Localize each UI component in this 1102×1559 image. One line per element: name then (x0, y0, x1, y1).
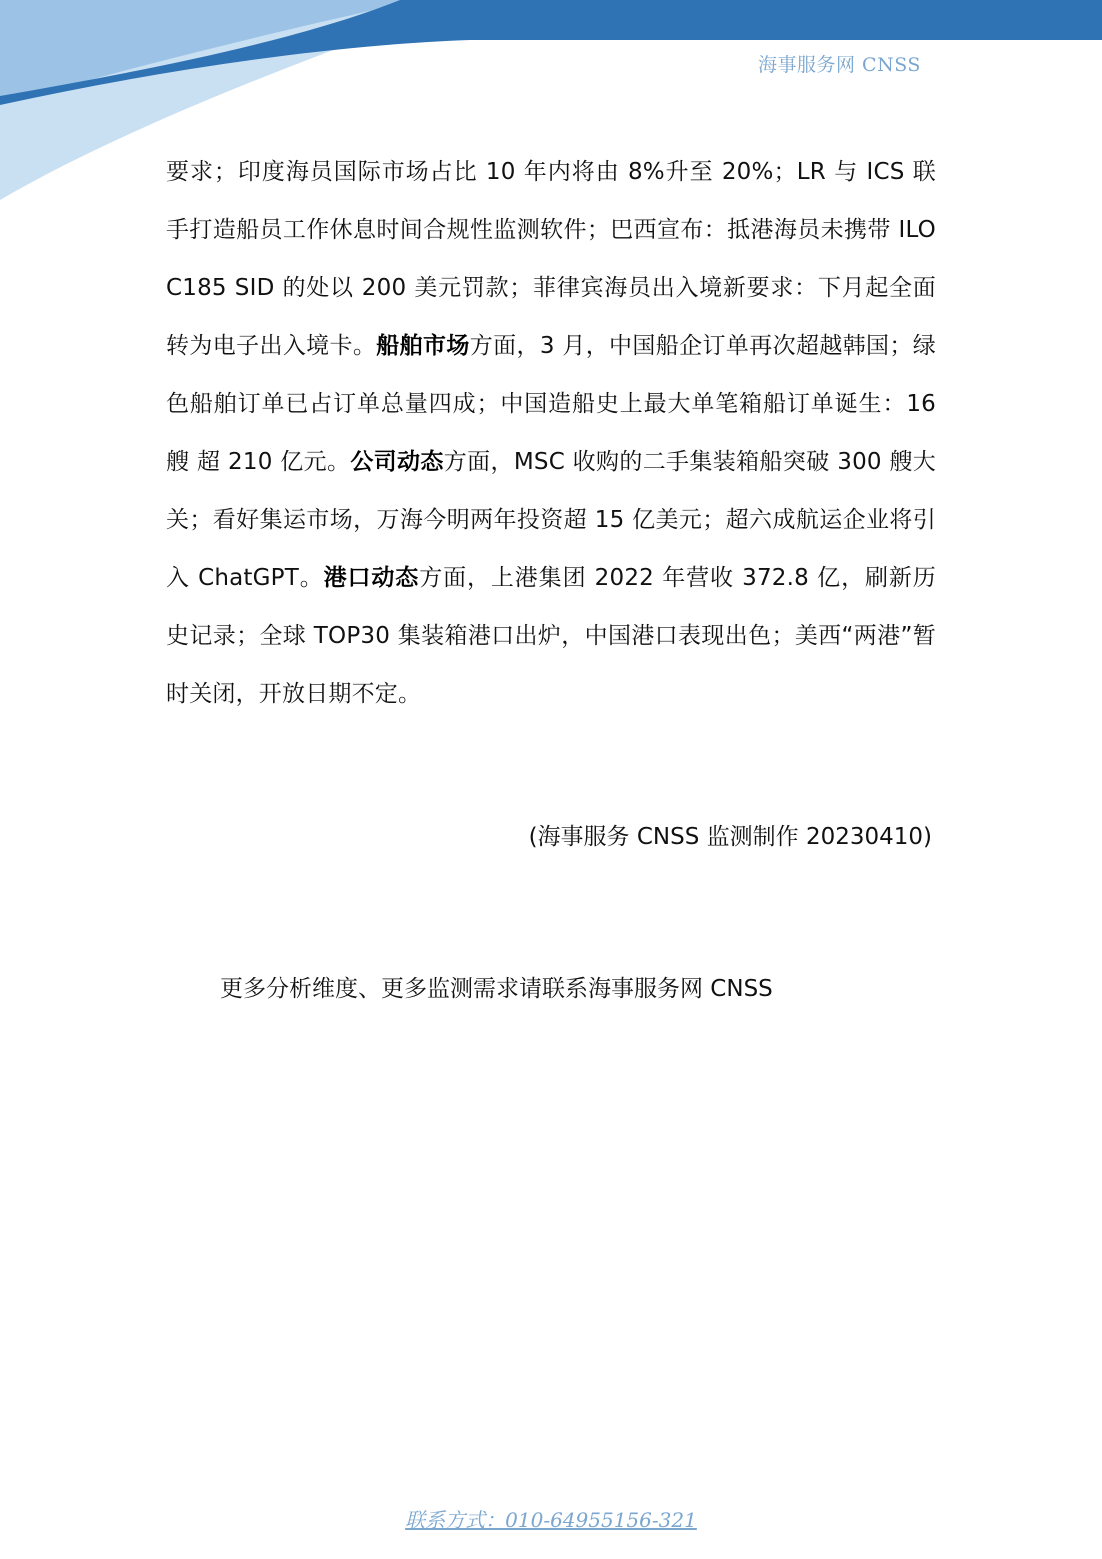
body-text-port-news: 方面，上港集团 2022 年营收 372.8 亿，刷新历史记录；全球 TOP30 集装箱港口出炉，中国港口表现出色；美西“两港”暂时关闭，开放日期不定。 (166, 565, 936, 707)
heading-company-news: 公司动态 (350, 449, 444, 475)
footer-contact (0, 1504, 1102, 1533)
contact-request-text: 更多分析维度、更多监测需求请联系海事服务网 CNSS (220, 976, 773, 1002)
body-text-intro: 要求；印度海员国际市场占比 10 年内将由 8%升至 20%；LR 与 ICS 联手打造船员工作休息时间合规性监测软件；巴西宣布：抵港海员未携带 ILO C185 SID 的处以 200 美元罚款；菲律宾海员出入境新要求：下月起全面转为电子出入境卡。 (166, 159, 936, 359)
body-text-ship-market: 方面，3 月，中国船企订单再次超越韩国；绿色船舶订单已占订单总量四成；中国造船史上最大单笔箱船订单诞生：16 艘 超 210 亿元。 (166, 333, 936, 475)
header-brand: 海事服务网 CNSS (758, 54, 921, 76)
body-text-company-news: 方面，MSC 收购的二手集装箱船突破 300 艘大关；看好集运市场，万海今明两年投资超 15 亿美元；超六成航运企业将引入 ChatGPT。 (166, 449, 936, 591)
body-paragraph (166, 143, 936, 723)
footer-contact-link[interactable]: 联系方式：010-64955156-321 (405, 1508, 697, 1532)
heading-ship-market: 船舶市场 (376, 333, 470, 359)
monitoring-credit: (海事服务 CNSS 监测制作 20230410) (528, 824, 932, 850)
heading-port-news: 港口动态 (323, 565, 420, 591)
